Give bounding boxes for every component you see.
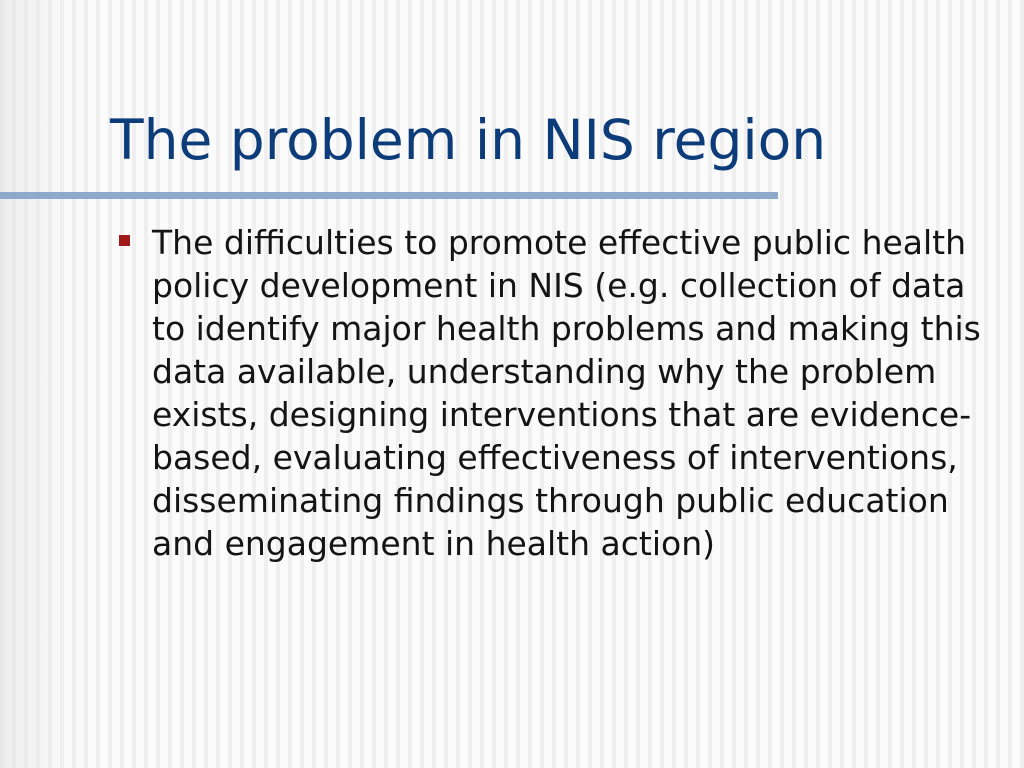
title-underline	[0, 192, 778, 199]
background-gradient	[0, 0, 90, 768]
square-bullet-icon	[119, 235, 130, 246]
slide-title: The problem in NIS region	[110, 108, 827, 172]
bullet-text: The difficulties to promote effective public health policy development in NIS (e.g. collection of data to identify major health problems and making this data available, understanding why the problem exists, designing interventions that are evidence-based, evaluating effectiveness of interventions, disseminating findings through public education and engagement in health action)	[152, 223, 981, 563]
bullet-item	[116, 221, 996, 565]
bullet-list	[116, 221, 996, 565]
